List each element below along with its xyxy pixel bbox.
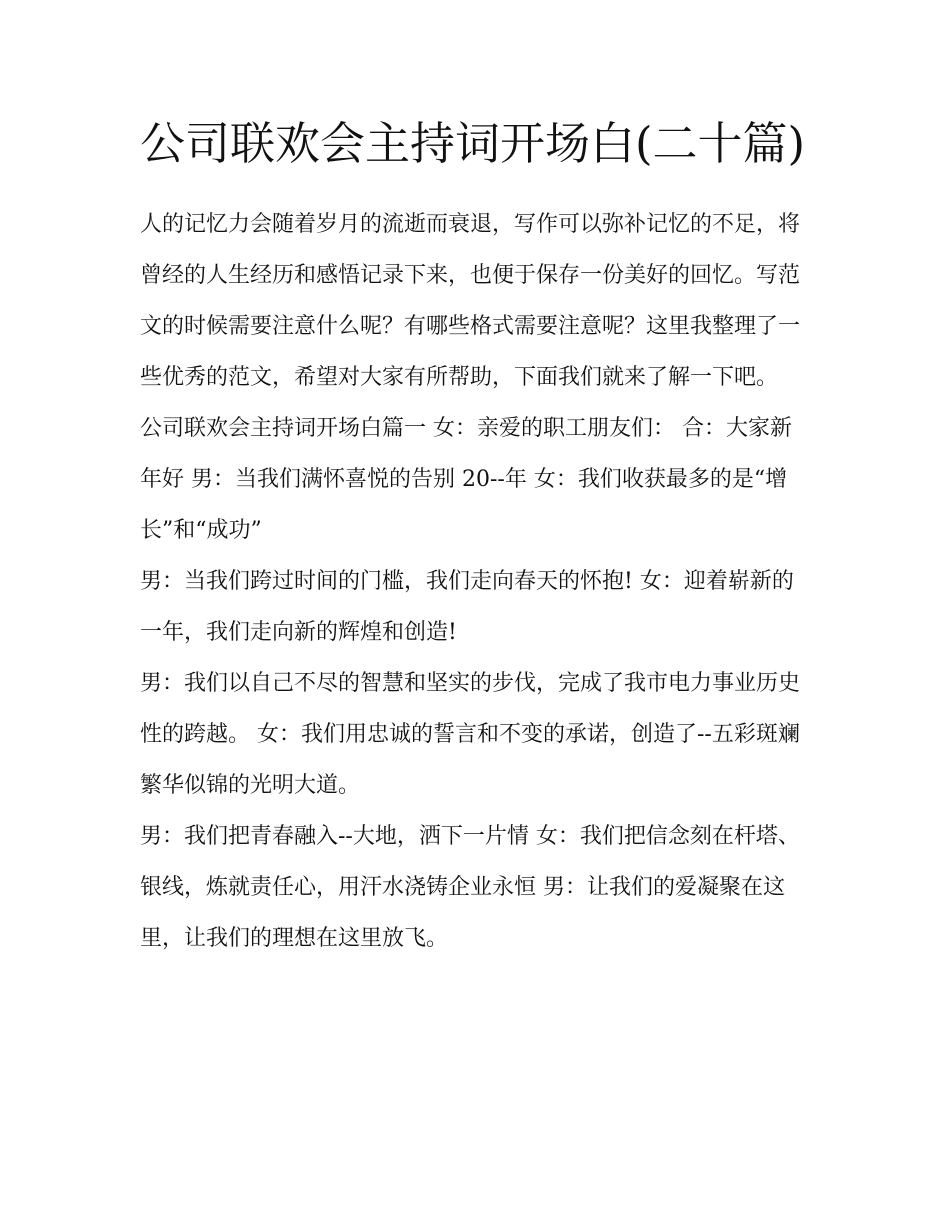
paragraph-opening: 公司联欢会主持词开场白篇一 女：亲爱的职工朋友们： 合：大家新年好 男：当我们满怀喜悦的告别 20--年 女：我们收获最多的是“增长”和“成功” (140, 416, 792, 543)
paragraph-threshold: 男：当我们跨过时间的门槛，我们走向春天的怀抱! 女：迎着崭新的一年，我们走向新的辉煌和创造! (140, 569, 794, 645)
document-content (140, 112, 812, 964)
paragraph-intro: 人的记忆力会随着岁月的流逝而衰退，写作可以弥补记忆的不足，将曾经的人生经历和感悟记录下来，也便于保存一份美好的回忆。写范文的时候需要注意什么呢？有哪些格式需要注意呢？这里我整理了一些优秀的范文，希望对大家有所帮助，下面我们就来了解一下吧。 (140, 212, 801, 390)
paragraph-youth: 男：我们把青春融入--大地，洒下一片情 女：我们把信念刻在杆塔、银线，炼就责任心，用汗水浇铸企业永恒 男：让我们的爱凝聚在这里，让我们的理想在这里放飞。 (140, 824, 800, 951)
document-title: 公司联欢会主持词开场白(二十篇) (140, 117, 806, 170)
paragraph-achievement: 男：我们以自己不尽的智慧和坚实的步伐，完成了我市电力事业历史性的跨越。 女：我们用忠诚的誓言和不变的承诺，创造了--五彩斑斓繁华似锦的光明大道。 (140, 671, 801, 798)
